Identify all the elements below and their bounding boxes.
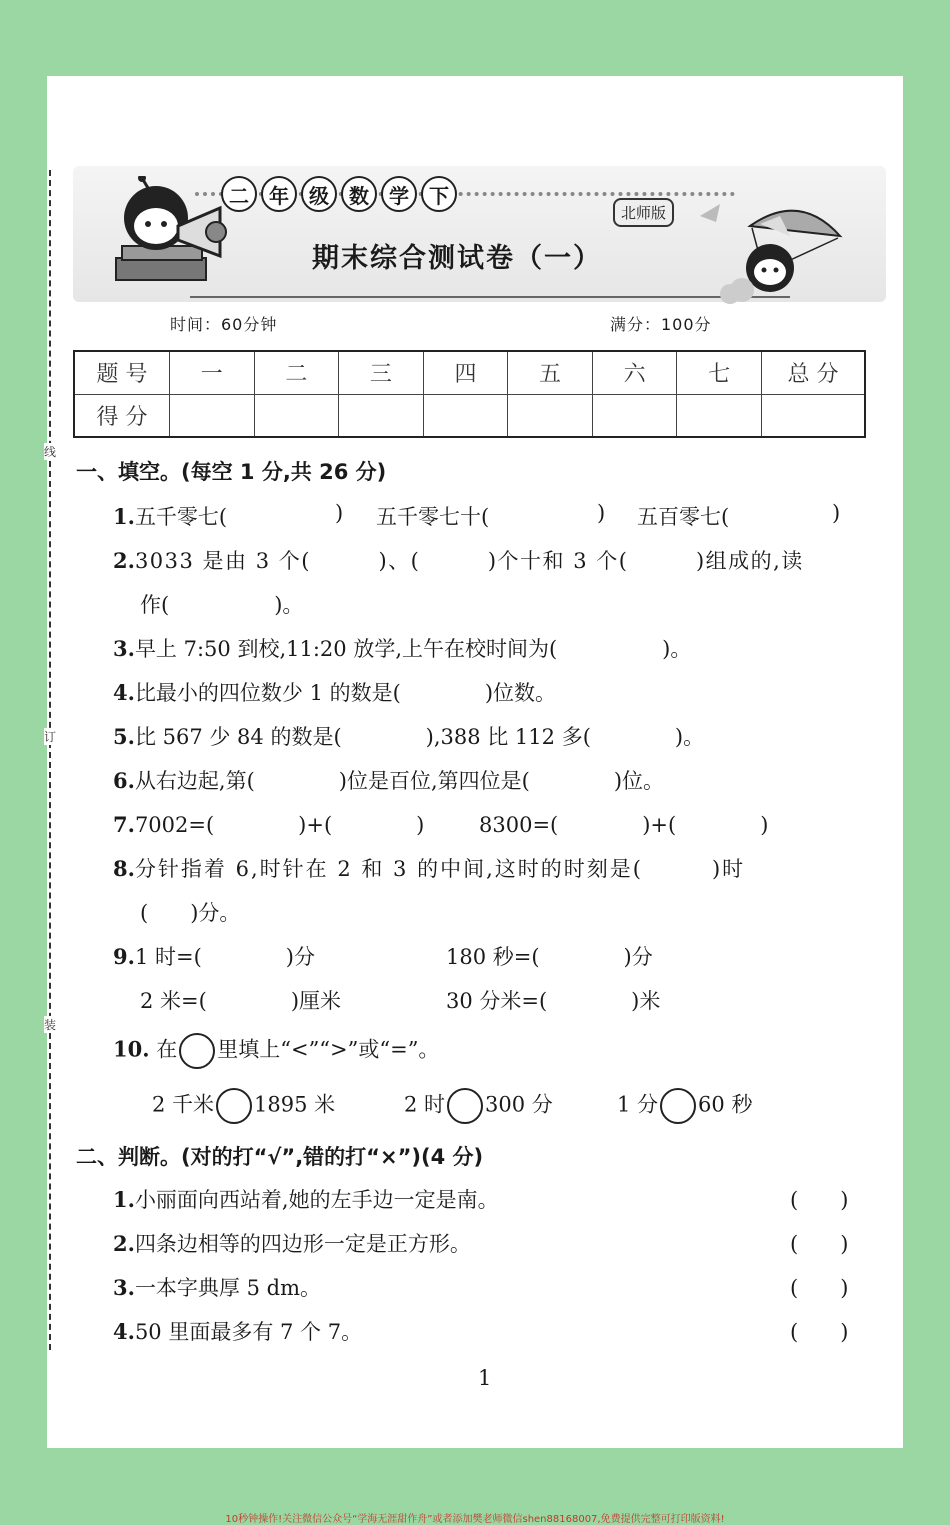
question-text: 8300=( )+( ): [479, 813, 769, 837]
table-header-cell: 七: [677, 351, 762, 394]
question-5: [113, 721, 704, 751]
question-7: [113, 809, 424, 839]
page-number: 1: [478, 1366, 492, 1390]
score-cell[interactable]: [592, 394, 677, 437]
answer-paren[interactable]: ( ): [790, 1188, 849, 1212]
score-cell[interactable]: [423, 394, 508, 437]
answer-paren[interactable]: ( ): [790, 1320, 849, 1344]
grade-char: 下: [421, 176, 457, 212]
table-header-cell: 题 号: [74, 351, 170, 394]
judge-item: [113, 1184, 499, 1214]
question-number: 6.: [113, 768, 135, 793]
question-number: 2.: [113, 1231, 135, 1256]
compare-item: [404, 1088, 553, 1124]
grade-char: 学: [381, 176, 417, 212]
question-text: 五千零七十(: [376, 505, 490, 529]
question-number: 3.: [113, 636, 135, 661]
score-table: [73, 350, 866, 438]
question-text: 四条边相等的四边形一定是正方形。: [134, 1232, 471, 1256]
question-number: 1.: [113, 1187, 135, 1212]
question-text: 从右边起,第( )位是百位,第四位是( )位。: [134, 769, 665, 793]
compare-left: 1 分: [617, 1092, 659, 1117]
parachute-mascot-icon: [690, 196, 850, 306]
table-header-cell: 四: [423, 351, 508, 394]
question-2: [113, 545, 804, 575]
question-10: [113, 1033, 439, 1069]
question-text: 早上 7:50 到校,11:20 放学,上午在校时间为( )。: [134, 637, 692, 661]
answer-paren: ): [335, 501, 344, 525]
answer-circle[interactable]: [660, 1088, 696, 1124]
binding-cut-line: [49, 170, 51, 1350]
question-text: 比最小的四位数少 1 的数是( )位数。: [134, 681, 557, 705]
question-number: 10.: [113, 1036, 150, 1062]
compare-left: 2 千米: [152, 1092, 215, 1117]
page-title: 期末综合测试卷（一）: [312, 243, 602, 274]
grade-char: 年: [261, 176, 297, 212]
question-text: 3033 是由 3 个( )、( )个十和 3 个( )组成的,读: [134, 549, 804, 573]
table-header-cell: 三: [339, 351, 424, 394]
question-number: 3.: [113, 1275, 135, 1300]
table-row-label: 得 分: [74, 394, 170, 437]
question-number: 1.: [113, 504, 135, 529]
answer-circle[interactable]: [447, 1088, 483, 1124]
compare-circle-icon: [179, 1033, 215, 1069]
question-number: 9.: [113, 944, 135, 969]
score-cell[interactable]: [170, 394, 255, 437]
score-cell[interactable]: [508, 394, 593, 437]
question-text: 180 秒=( )分: [446, 945, 653, 969]
question-8: [113, 853, 745, 883]
answer-circle[interactable]: [216, 1088, 252, 1124]
compare-item: [152, 1088, 335, 1124]
question-text: 比 567 少 84 的数是( ),388 比 112 多( )。: [134, 725, 705, 749]
table-row: [74, 351, 865, 394]
table-header-cell: 总 分: [762, 351, 866, 394]
answer-paren[interactable]: ( ): [790, 1276, 849, 1300]
question-text: 五千零七(: [134, 505, 228, 529]
judge-item: [113, 1228, 471, 1258]
judge-item: [113, 1316, 362, 1346]
answer-paren[interactable]: ( ): [790, 1232, 849, 1256]
question-text: 2 米=( )厘米: [140, 989, 342, 1013]
edition-badge: 北师版: [613, 198, 674, 227]
table-header-cell: 一: [170, 351, 255, 394]
question-text: 一本字典厚 5 dm。: [134, 1276, 322, 1300]
judge-item: [113, 1272, 321, 1302]
question-text: 30 分米=( )米: [446, 989, 661, 1013]
grade-char: 二: [221, 176, 257, 212]
score-cell[interactable]: [762, 394, 866, 437]
table-header-cell: 六: [592, 351, 677, 394]
section-title: 二、判断。(对的打“√”,错的打“×”)(4 分): [76, 1145, 484, 1169]
compare-left: 2 时: [404, 1092, 446, 1117]
question-9: [113, 941, 315, 971]
question-2-cont: 作( )。: [140, 593, 304, 617]
cut-mark-line: 线: [44, 445, 57, 459]
table-header-cell: 二: [254, 351, 339, 394]
question-text: 7002=( )+( ): [134, 813, 425, 837]
full-score: 满分：100分: [610, 315, 712, 334]
question-text: 分针指着 6,时针在 2 和 3 的中间,这时的时刻是( )时: [134, 857, 746, 881]
answer-paren: ): [597, 501, 606, 525]
compare-right: 300 分: [485, 1092, 553, 1117]
answer-paren: ): [832, 501, 841, 525]
question-number: 2.: [113, 548, 135, 573]
question-number: 4.: [113, 1319, 135, 1344]
score-cell[interactable]: [677, 394, 762, 437]
compare-right: 60 秒: [698, 1092, 753, 1117]
cut-mark-order: 订: [44, 730, 57, 744]
table-header-cell: 五: [508, 351, 593, 394]
compare-right: 1895 米: [254, 1092, 336, 1117]
question-3: [113, 633, 691, 663]
question-6: [113, 765, 664, 795]
table-row: [74, 394, 865, 437]
question-number: 4.: [113, 680, 135, 705]
question-text: 50 里面最多有 7 个 7。: [134, 1320, 363, 1344]
question-text: 小丽面向西站着,她的左手边一定是南。: [134, 1188, 499, 1212]
score-cell[interactable]: [339, 394, 424, 437]
footer-watermark: 10秒钟操作!关注微信公众号“学海无涯甜作舟”或者添加樊老师微信shen88168007,免费提供完整可打印版资料!: [225, 1514, 725, 1525]
question-8-cont: ( )分。: [140, 901, 241, 925]
score-cell[interactable]: [254, 394, 339, 437]
grade-char: 级: [301, 176, 337, 212]
question-text: 五百零七(: [637, 505, 730, 529]
section-title: 一、填空。(每空 1 分,共 26 分): [76, 460, 387, 484]
exam-time: 时间：60分钟: [170, 315, 278, 334]
grade-char: 数: [341, 176, 377, 212]
question-number: 5.: [113, 724, 135, 749]
question-1: [113, 501, 227, 531]
question-number: 8.: [113, 856, 135, 881]
question-text: 1 时=( )分: [134, 945, 315, 969]
cut-mark-bind: 装: [44, 1018, 57, 1032]
question-text: 里填上“<”“>”或“=”。: [217, 1037, 440, 1062]
question-4: [113, 677, 556, 707]
compare-item: [617, 1088, 752, 1124]
question-number: 7.: [113, 812, 135, 837]
question-text: 在: [156, 1037, 178, 1062]
